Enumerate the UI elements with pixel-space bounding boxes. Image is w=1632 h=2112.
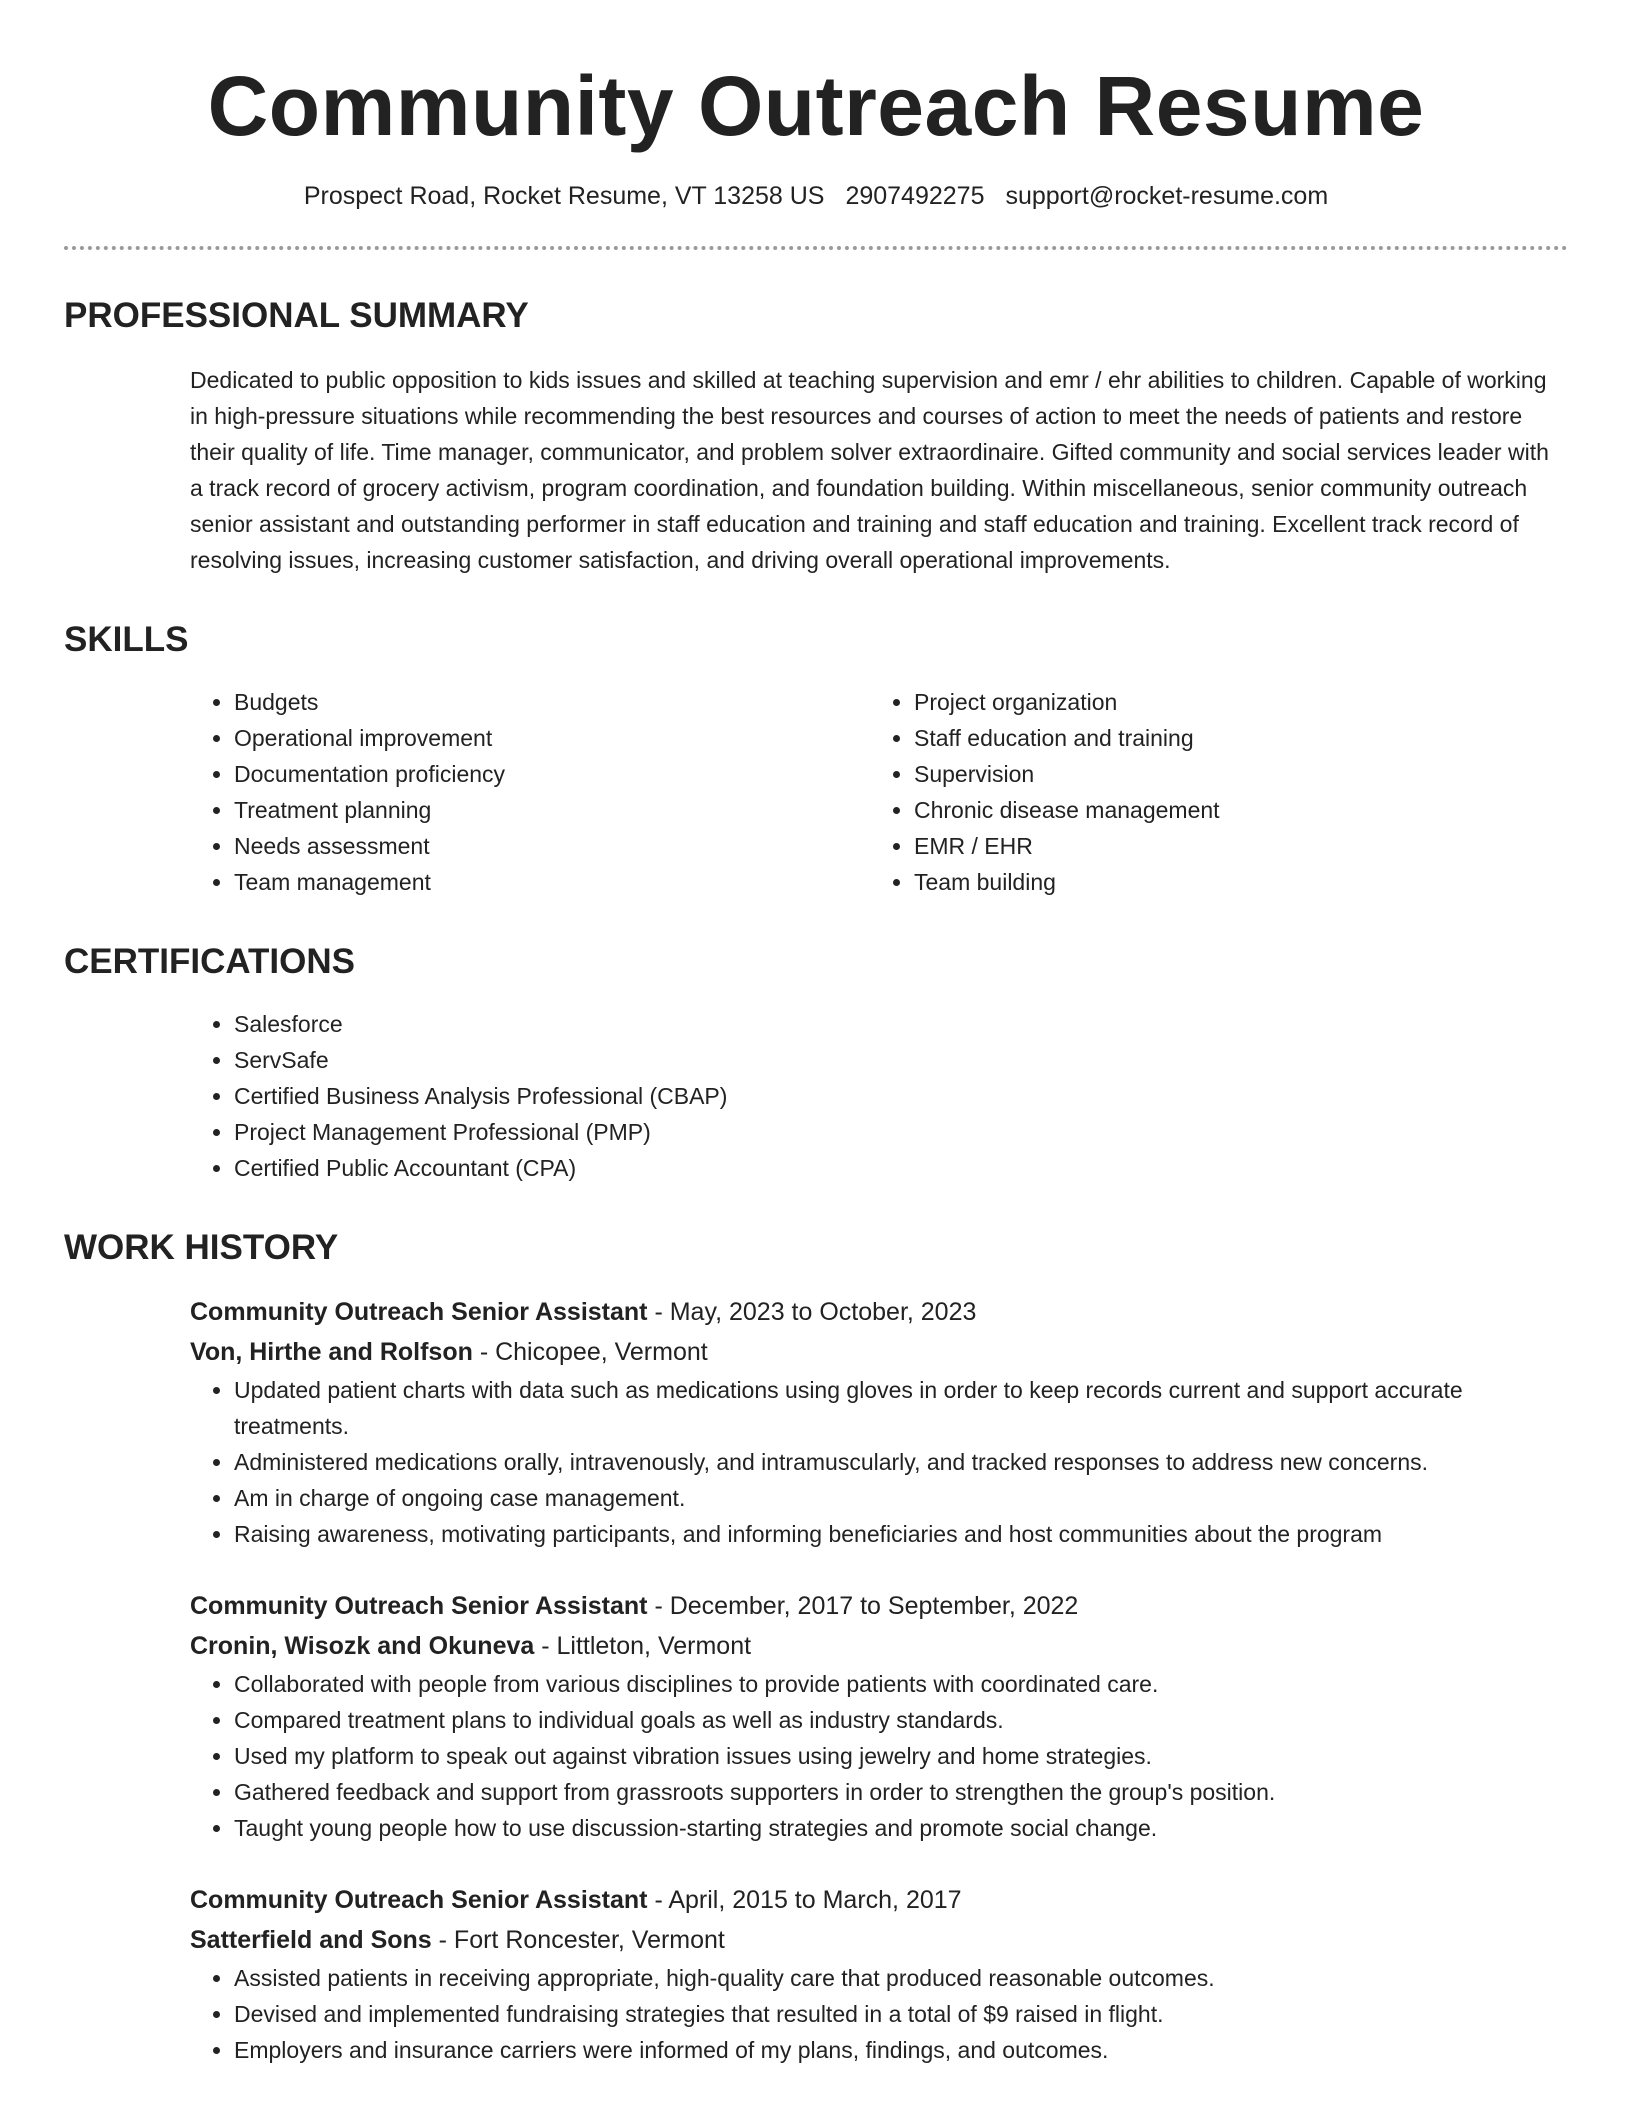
skill-item: • Chronic disease management (914, 792, 1550, 828)
job-duty: • Gathered feedback and support from grassroots supporters in order to strengthen the group's position. (234, 1774, 1568, 1810)
contact-address: Prospect Road, Rocket Resume, VT 13258 US (303, 182, 825, 210)
skill-item: • Project organization (914, 684, 1550, 720)
certifications-section (64, 940, 1568, 1186)
contact-phone: 2907492275 (845, 182, 985, 210)
job-duty: • Compared treatment plans to individual goals as well as industry standards. (234, 1702, 1568, 1738)
skills-column-right (870, 684, 1550, 900)
skill-item: • Operational improvement (234, 720, 870, 756)
job-company: Cronin, Wisozk and Okuneva (190, 1632, 535, 1660)
job-role: Community Outreach Senior Assistant (190, 1592, 648, 1620)
skills-list-left (190, 684, 870, 900)
work-history-section (64, 1226, 1568, 2068)
skills-section (64, 618, 1568, 900)
job-duty: • Am in charge of ongoing case management. (234, 1480, 1568, 1516)
summary-heading: PROFESSIONAL SUMMARY (64, 296, 529, 335)
job-duties-list (190, 1372, 1568, 1552)
job-role: Community Outreach Senior Assistant (190, 1298, 648, 1326)
job-location: - Chicopee, Vermont (472, 1338, 708, 1366)
contact-info (64, 180, 1568, 212)
job-company-line (190, 1626, 1568, 1666)
certification-item: • Project Management Professional (PMP) (234, 1114, 1568, 1150)
job-duty: • Collaborated with people from various disciplines to provide patients with coordinated care. (234, 1666, 1568, 1702)
job-entry (190, 1292, 1568, 1552)
job-duty: • Used my platform to speak out against vibration issues using jewelry and home strategies. (234, 1738, 1568, 1774)
job-duty: • Taught young people how to use discussion-starting strategies and promote social change. (234, 1810, 1568, 1846)
job-title-line (190, 1586, 1568, 1626)
certification-item: • ServSafe (234, 1042, 1568, 1078)
skills-list-right (870, 684, 1550, 900)
summary-section (64, 294, 1568, 578)
job-role: Community Outreach Senior Assistant (190, 1886, 648, 1914)
skill-item: • Staff education and training (914, 720, 1550, 756)
job-company-line (190, 1332, 1568, 1372)
job-company-line (190, 1920, 1568, 1960)
skills-heading: SKILLS (64, 620, 189, 659)
job-duties-list (190, 1666, 1568, 1846)
skill-item: • Documentation proficiency (234, 756, 870, 792)
job-company: Von, Hirthe and Rolfson (190, 1338, 473, 1366)
resume-page (64, 0, 1568, 2068)
contact-email: support@rocket-resume.com (1005, 182, 1329, 210)
certifications-list (190, 1006, 1568, 1186)
certification-item: • Certified Public Accountant (CPA) (234, 1150, 1568, 1186)
job-duties-list (190, 1960, 1568, 2068)
skill-item: • Budgets (234, 684, 870, 720)
certifications-heading: CERTIFICATIONS (64, 942, 356, 981)
skill-item: • Needs assessment (234, 828, 870, 864)
resume-title: Community Outreach Resume (207, 59, 1425, 153)
job-dates: - April, 2015 to March, 2017 (647, 1886, 962, 1914)
job-entry (190, 1880, 1568, 2068)
job-duty: • Devised and implemented fundraising strategies that resulted in a total of $9 raised in flight. (234, 1996, 1568, 2032)
job-duty: • Administered medications orally, intravenously, and intramuscularly, and tracked responses to address new concerns. (234, 1444, 1568, 1480)
job-duty: • Updated patient charts with data such as medications using gloves in order to keep records current and support accurate treatments. (234, 1372, 1568, 1444)
header-divider (64, 246, 1568, 250)
job-dates: - December, 2017 to September, 2022 (647, 1592, 1079, 1620)
job-dates: - May, 2023 to October, 2023 (647, 1298, 977, 1326)
skills-columns (190, 684, 1568, 900)
job-title-line (190, 1292, 1568, 1332)
certification-item: • Salesforce (234, 1006, 1568, 1042)
summary-text: Dedicated to public opposition to kids issues and skilled at teaching supervision and emr / ehr abilities to children. Capable of working in high-pressure situations while recommending the best resources and courses of action to meet the needs of patients and restore their quality of life. Time manager, communicator, and problem solver extraordinaire. Gifted community and social services leader with a track record of grocery activism, program coordination, and foundation building. Within miscellaneous, senior community outreach senior assistant and outstanding performer in staff education and training and staff education and training. Excellent track record of resolving issues, increasing customer satisfaction, and driving overall operational improvements. (190, 367, 1549, 573)
skill-item: • Supervision (914, 756, 1550, 792)
certifications-list-wrap (190, 1006, 1568, 1186)
certification-item: • Certified Business Analysis Professional (CBAP) (234, 1078, 1568, 1114)
work-history-heading: WORK HISTORY (64, 1228, 339, 1267)
job-company: Satterfield and Sons (190, 1926, 432, 1954)
job-duty: • Raising awareness, motivating participants, and informing beneficiaries and host communities about the program (234, 1516, 1568, 1552)
skill-item: • EMR / EHR (914, 828, 1550, 864)
job-title-line (190, 1880, 1568, 1920)
job-duty: • Employers and insurance carriers were informed of my plans, findings, and outcomes. (234, 2032, 1568, 2068)
skills-column-left (190, 684, 870, 900)
skill-item: • Team building (914, 864, 1550, 900)
job-entry (190, 1586, 1568, 1846)
job-location: - Fort Roncester, Vermont (431, 1926, 725, 1954)
job-location: - Littleton, Vermont (534, 1632, 752, 1660)
skill-item: • Team management (234, 864, 870, 900)
skill-item: • Treatment planning (234, 792, 870, 828)
job-duty: • Assisted patients in receiving appropriate, high-quality care that produced reasonable outcomes. (234, 1960, 1568, 1996)
